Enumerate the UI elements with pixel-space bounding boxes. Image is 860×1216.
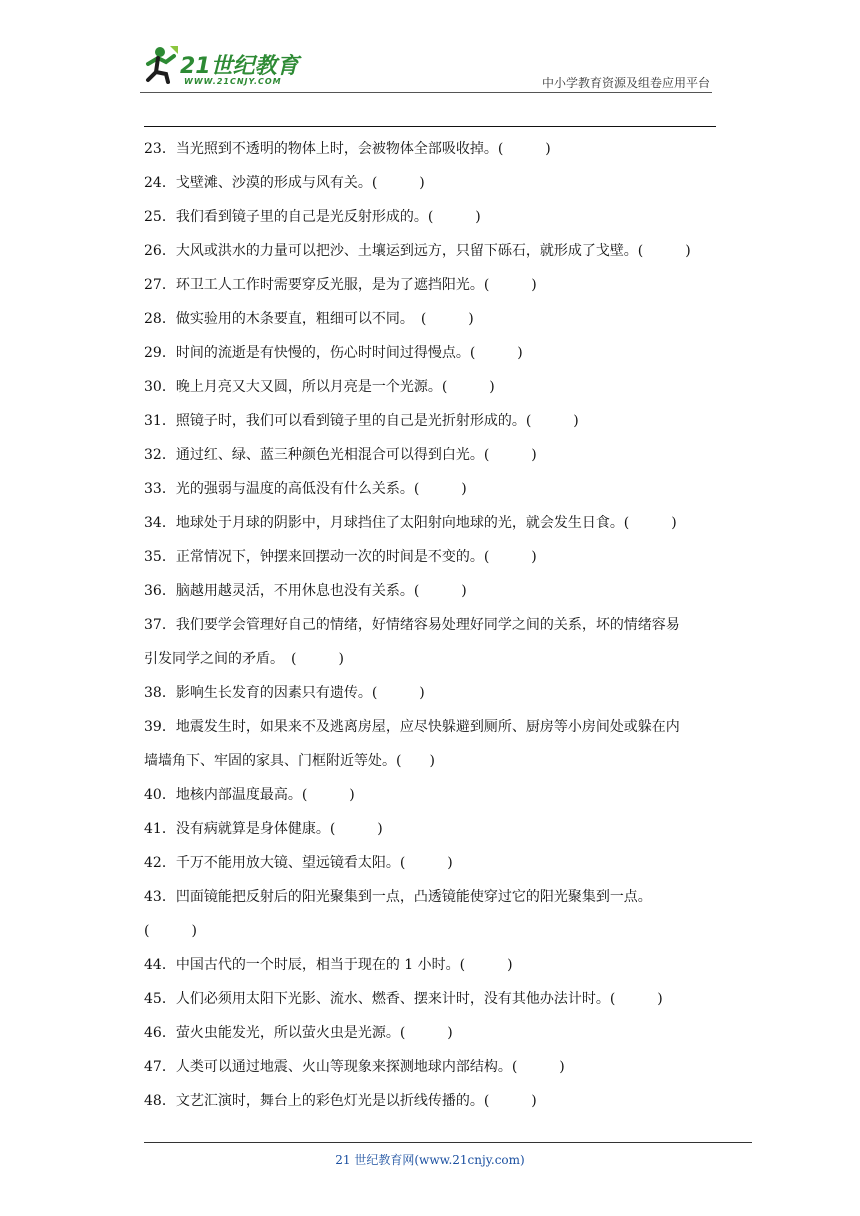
question-line: 44．中国古代的一个时辰，相当于现在的 1 小时。( ) (144, 957, 513, 973)
question-line: 25．我们看到镜子里的自己是光反射形成的。( ) (144, 209, 481, 225)
question-line: 23．当光照到不透明的物体上时，会被物体全部吸收掉。( ) (144, 141, 551, 157)
site-logo[interactable] (140, 44, 320, 94)
question-item (144, 982, 720, 1016)
header-divider (140, 92, 712, 93)
content-top-rule (144, 126, 716, 127)
question-line: 32．通过红、绿、蓝三种颜色光相混合可以得到白光。( ) (144, 447, 537, 463)
question-line: 28．做实验用的木条要直，粗细可以不同。 ( ) (144, 311, 474, 327)
question-line: 42．千万不能用放大镜、望远镜看太阳。( ) (144, 855, 453, 871)
question-line: 35．正常情况下，钟摆来回摆动一次的时间是不变的。( ) (144, 549, 537, 565)
question-line: ( ) (144, 923, 197, 939)
question-item (144, 336, 720, 370)
question-item (144, 472, 720, 506)
logo-text: 21世纪教育 (180, 54, 299, 79)
question-item (144, 948, 720, 982)
question-item (144, 710, 720, 778)
question-item (144, 166, 720, 200)
question-item (144, 778, 720, 812)
question-line: 40．地核内部温度最高。( ) (144, 787, 355, 803)
question-item (144, 540, 720, 574)
question-line: 48．文艺汇演时，舞台上的彩色灯光是以折线传播的。( ) (144, 1093, 537, 1109)
question-line: 27．环卫工人工作时需要穿反光服，是为了遮挡阳光。( ) (144, 277, 537, 293)
question-line: 37．我们要学会管理好自己的情绪，好情绪容易处理好同学之间的关系，坏的情绪容易 (144, 617, 680, 633)
question-item (144, 1016, 720, 1050)
question-line: 45．人们必须用太阳下光影、流水、燃香、摆来计时，没有其他办法计时。( ) (144, 991, 663, 1007)
question-line: 31．照镜子时，我们可以看到镜子里的自己是光折射形成的。( ) (144, 413, 579, 429)
question-line: 30．晚上月亮又大又圆，所以月亮是一个光源。( ) (144, 379, 495, 395)
question-line: 41．没有病就算是身体健康。( ) (144, 821, 383, 837)
question-item (144, 608, 720, 676)
question-item (144, 812, 720, 846)
question-line: 47．人类可以通过地震、火山等现象来探测地球内部结构。( ) (144, 1059, 565, 1075)
question-item (144, 880, 720, 948)
question-item (144, 676, 720, 710)
question-line: 33．光的强弱与温度的高低没有什么关系。( ) (144, 481, 467, 497)
logo-url: WWW.21CNJY.COM (184, 77, 282, 86)
question-line: 26．大风或洪水的力量可以把沙、土壤运到远方，只留下砾石，就形成了戈壁。( ) (144, 243, 691, 259)
question-item (144, 370, 720, 404)
platform-name: 中小学教育资源及组卷应用平台 (541, 76, 710, 90)
question-item (144, 574, 720, 608)
footer-divider (144, 1142, 752, 1143)
question-item (144, 846, 720, 880)
runner-logo-icon (140, 44, 180, 84)
question-item (144, 1050, 720, 1084)
question-line: 34．地球处于月球的阴影中，月球挡住了太阳射向地球的光，就会发生日食。( ) (144, 515, 677, 531)
question-item (144, 506, 720, 540)
question-item (144, 132, 720, 166)
question-line: 引发同学之间的矛盾。 ( ) (144, 651, 344, 667)
question-item (144, 268, 720, 302)
question-line: 43．凹面镜能把反射后的阳光聚集到一点，凸透镜能使穿过它的阳光聚集到一点。 (144, 889, 652, 905)
question-line: 46．萤火虫能发光，所以萤火虫是光源。( ) (144, 1025, 453, 1041)
question-line: 29．时间的流逝是有快慢的，伤心时时间过得慢点。( ) (144, 345, 523, 361)
question-item (144, 404, 720, 438)
question-line: 36．脑越用越灵活，不用休息也没有关系。( ) (144, 583, 467, 599)
question-item (144, 234, 720, 268)
footer-source[interactable]: 21 世纪教育网(www.21cnjy.com) (335, 1153, 525, 1167)
question-list (144, 132, 720, 1118)
question-line: 39．地震发生时，如果来不及逃离房屋，应尽快躲避到厕所、厨房等小房间处或躲在内 (144, 719, 680, 735)
question-item (144, 200, 720, 234)
question-item (144, 302, 720, 336)
question-item (144, 438, 720, 472)
question-line: 墙墙角下、牢固的家具、门框附近等处。( ) (144, 753, 435, 769)
question-line: 24．戈壁滩、沙漠的形成与风有关。( ) (144, 175, 425, 191)
question-item (144, 1084, 720, 1118)
question-line: 38．影响生长发育的因素只有遗传。( ) (144, 685, 425, 701)
